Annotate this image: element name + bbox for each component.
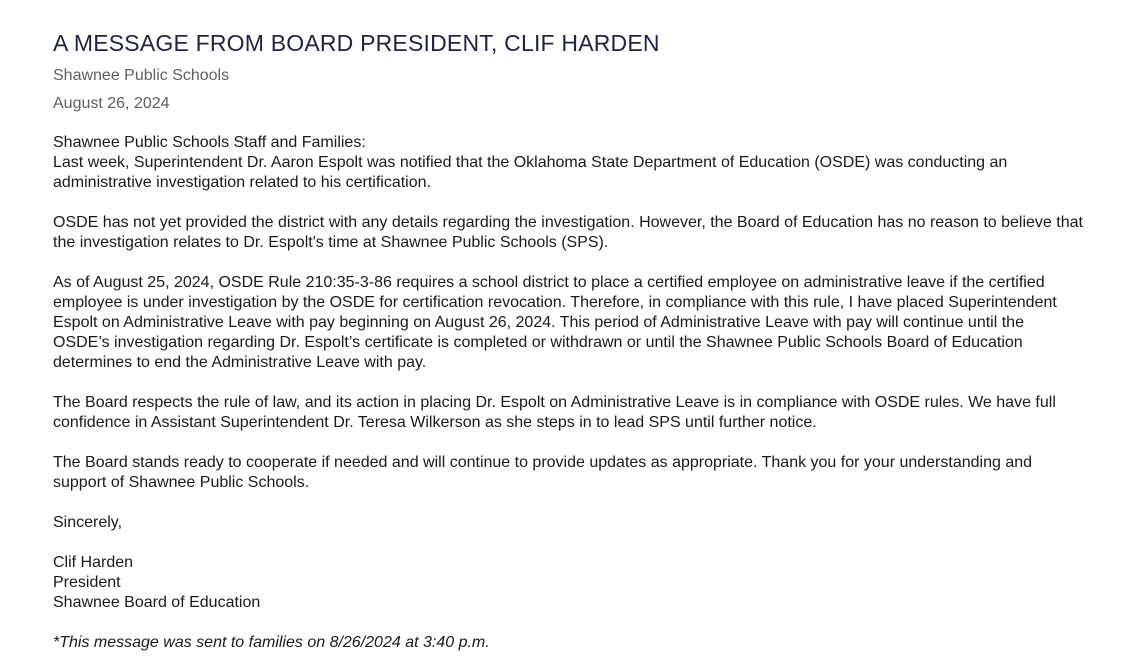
letter-paragraph-3: As of August 25, 2024, OSDE Rule 210:35-3-86 requires a school district to place a certified employee on administrative leave if the certified employee is under investigation by the OSDE for certification revocation. Therefore, in compliance with this rule, I have placed Superintendent Espolt on Administrative Leave with pay beginning on August 26, 2024. This period of Administrative Leave with pay will continue until the OSDE’s investigation regarding Dr. Espolt’s certificate is completed or withdrawn or until the Shawnee Public Schools Board of Education determines to end the Administrative Leave with pay. (53, 274, 1057, 371)
letter-paragraph-2: OSDE has not yet provided the district with any details regarding the investigation. However, the Board of Education has no reason to believe that the investigation relates to Dr. Espolt's time at Shawnee Public Schools (SPS). (53, 214, 1083, 251)
letter-salutation: Shawnee Public Schools Staff and Families: (53, 134, 366, 151)
signature-block (53, 553, 1083, 613)
letter-closing: Sincerely, (53, 514, 123, 531)
page-title: A MESSAGE FROM BOARD PRESIDENT, CLIF HARDEN (53, 30, 660, 56)
letter-paragraph-1: Last week, Superintendent Dr. Aaron Espolt was notified that the Oklahoma State Department of Education (OSDE) was conducting an administrative investigation related to his certification. (53, 154, 1008, 191)
signature-role: President (53, 574, 121, 591)
signature-body: Shawnee Board of Education (53, 594, 261, 611)
letter-paragraph-5: The Board stands ready to cooperate if needed and will continue to provide updates as appropriate. Thank you for your understanding and support of Shawnee Public Schools. (53, 454, 1033, 491)
organization-name: Shawnee Public Schools (53, 67, 230, 84)
sent-footnote: *This message was sent to families on 8/26/2024 at 3:40 p.m. (53, 634, 490, 651)
publish-date: August 26, 2024 (53, 95, 170, 112)
letter-paragraph-4: The Board respects the rule of law, and its action in placing Dr. Espolt on Administrative Leave is in compliance with OSDE rules. We have full confidence in Assistant Superintendent Dr. Teresa Wilkerson as she steps in to lead SPS until further notice. (53, 394, 1056, 431)
signature-name: Clif Harden (53, 554, 134, 571)
letter-body (53, 133, 1083, 653)
